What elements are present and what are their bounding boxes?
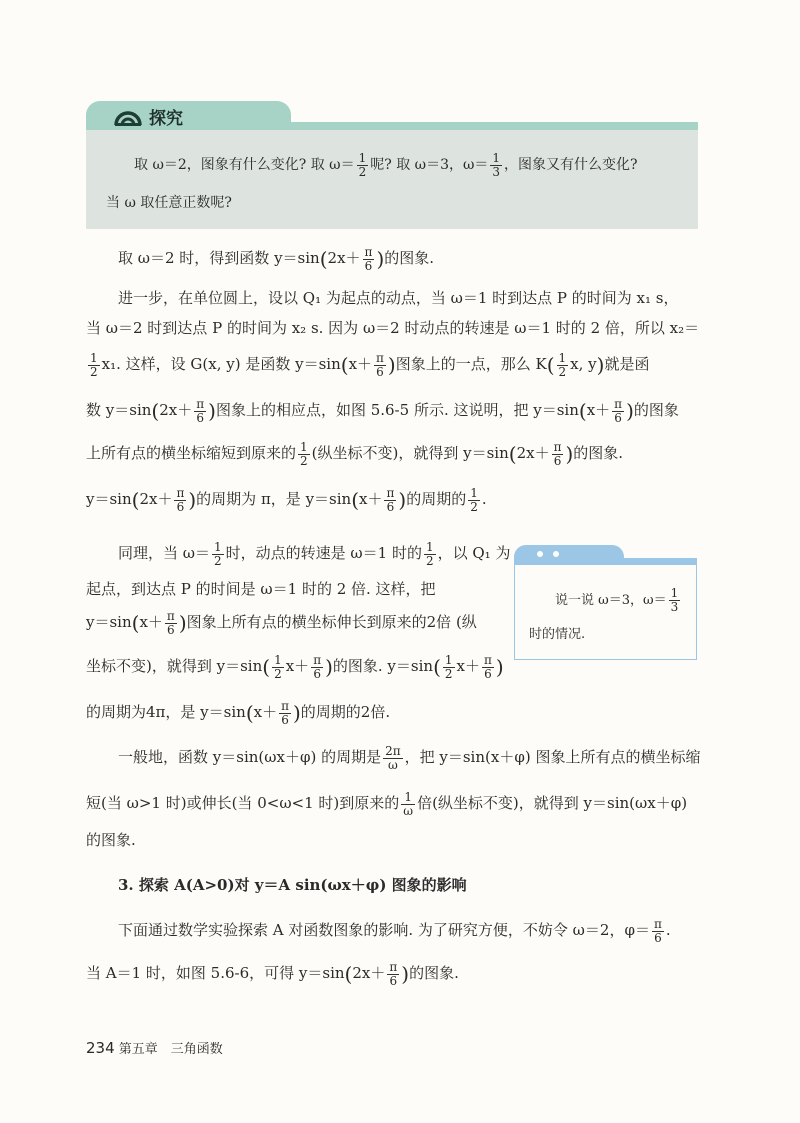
paragraph-3-line-5: 的周期为4π，是 y＝sin(x＋ $\frac{\pi}{6}$ )的周期的2倍. <box>86 698 391 727</box>
explore-icon <box>114 105 142 127</box>
explore-body <box>86 130 698 229</box>
note-line-2: 时的情况. <box>529 627 586 642</box>
explore-question: 取 ω＝2，图象有什么变化? 取 ω＝ $\frac{1}{2}$ 呢? 取 ω＝3，ω＝ $\frac{1}{3}$ ，图象又有什么变化? 当 ω 取任意正数呢? <box>106 150 638 211</box>
note-box <box>514 564 697 660</box>
note-dot-icon <box>537 551 543 557</box>
paragraph-3-line-2: 起点，到达点 P 的时间是 ω＝1 时的 2 倍. 这样，把 <box>86 580 436 598</box>
paragraph-3-line-1: 同理，当 ω＝ $\frac{1}{2}$ 时，动点的转速是 ω＝1 时的 $\frac{1}{2}$ ，以 Q₁ 为 <box>118 539 511 568</box>
page-footer <box>86 1038 223 1057</box>
paragraph-2-line-2: 当 ω＝2 时到达点 P 的时间为 x₂ s. 因为 ω＝2 时动点的转速是 ω＝1 时的 2 倍，所以 x₂＝ <box>86 319 700 337</box>
paragraph-5-line-2: 当 A＝1 时，如图 5.6-6，可得 y＝sin(2x＋ $\frac{\pi}{6}$ )的图象. <box>86 959 459 988</box>
section-heading: 3. 探索 A(A>0)对 y＝A sin(ωx＋φ) 图象的影响 <box>118 876 467 894</box>
explore-title: 探究 <box>149 109 183 129</box>
paragraph-1: 取 ω＝2 时，得到函数 y＝sin(2x＋ $\frac{\pi}{6}$ )的图象. <box>118 244 435 273</box>
chapter-label: 第五章 三角函数 <box>118 1042 223 1057</box>
paragraph-2-line-5: 上所有点的横坐标缩短到原来的 $\frac{1}{2}$ (纵坐标不变)，就得到 y＝sin(2x＋ $\frac{\pi}{6}$ )的图象. <box>86 439 624 468</box>
paragraph-4-line-2: 短(当 ω>1 时)或伸长(当 0<ω<1 时)到原来的 $\frac{1}{\omega}$ 倍(纵坐标不变)，就得到 y＝sin(ωx＋φ) <box>86 789 688 818</box>
paragraph-2-line-4: 数 y＝sin(2x＋ $\frac{\pi}{6}$ )图象上的相应点，如图 5.6-5 所示. 这说明，把 y＝sin(x＋ $\frac{\pi}{6}$ )的图象 <box>86 396 679 425</box>
paragraph-5-line-1: 下面通过数学实验探索 A 对函数图象的影响. 为了研究方便，不妨令 ω＝2，φ＝ $\frac{\pi}{6}$ . <box>118 916 671 945</box>
note-line-1: 说一说 ω＝3，ω＝ $\frac{1}{3}$ <box>555 586 679 614</box>
paragraph-2-line-3: $\frac{1}{2}$ x₁. 这样，设 G(x, y) 是函数 y＝sin(x＋ $\frac{\pi}{6}$ )图象上的一点，那么 K( $\frac{1}{2}$ x, y)就是函 <box>90 350 650 379</box>
paragraph-2-line-1: 进一步，在单位圆上，设以 Q₁ 为起点的动点，当 ω＝1 时到达点 P 的时间为 x₁ s， <box>118 289 679 307</box>
note-dot-icon <box>553 551 559 557</box>
paragraph-3-line-3: y＝sin(x＋ $\frac{\pi}{6}$ )图象上所有点的横坐标伸长到原来的2倍 (纵 <box>86 608 477 637</box>
paragraph-4-line-1: 一般地，函数 y＝sin(ωx＋φ) 的周期是 $\frac{2\pi}{\omega}$ ，把 y＝sin(x＋φ) 图象上所有点的横坐标缩 <box>118 743 701 772</box>
paragraph-2-line-6: y＝sin(2x＋ $\frac{\pi}{6}$ )的周期为 π，是 y＝sin(x＋ $\frac{\pi}{6}$ )的周期的 $\frac{1}{2}$ . <box>86 485 487 514</box>
page-number: 234 <box>86 1039 115 1057</box>
paragraph-4-line-3: 的图象. <box>86 831 136 849</box>
paragraph-3-line-4: 坐标不变)，就得到 y＝sin( $\frac{1}{2}$ x＋ $\frac{\pi}{6}$ )的图象. y＝sin( $\frac{1}{2}$ x＋ $\frac{\pi}{6}$ ) <box>86 652 504 681</box>
